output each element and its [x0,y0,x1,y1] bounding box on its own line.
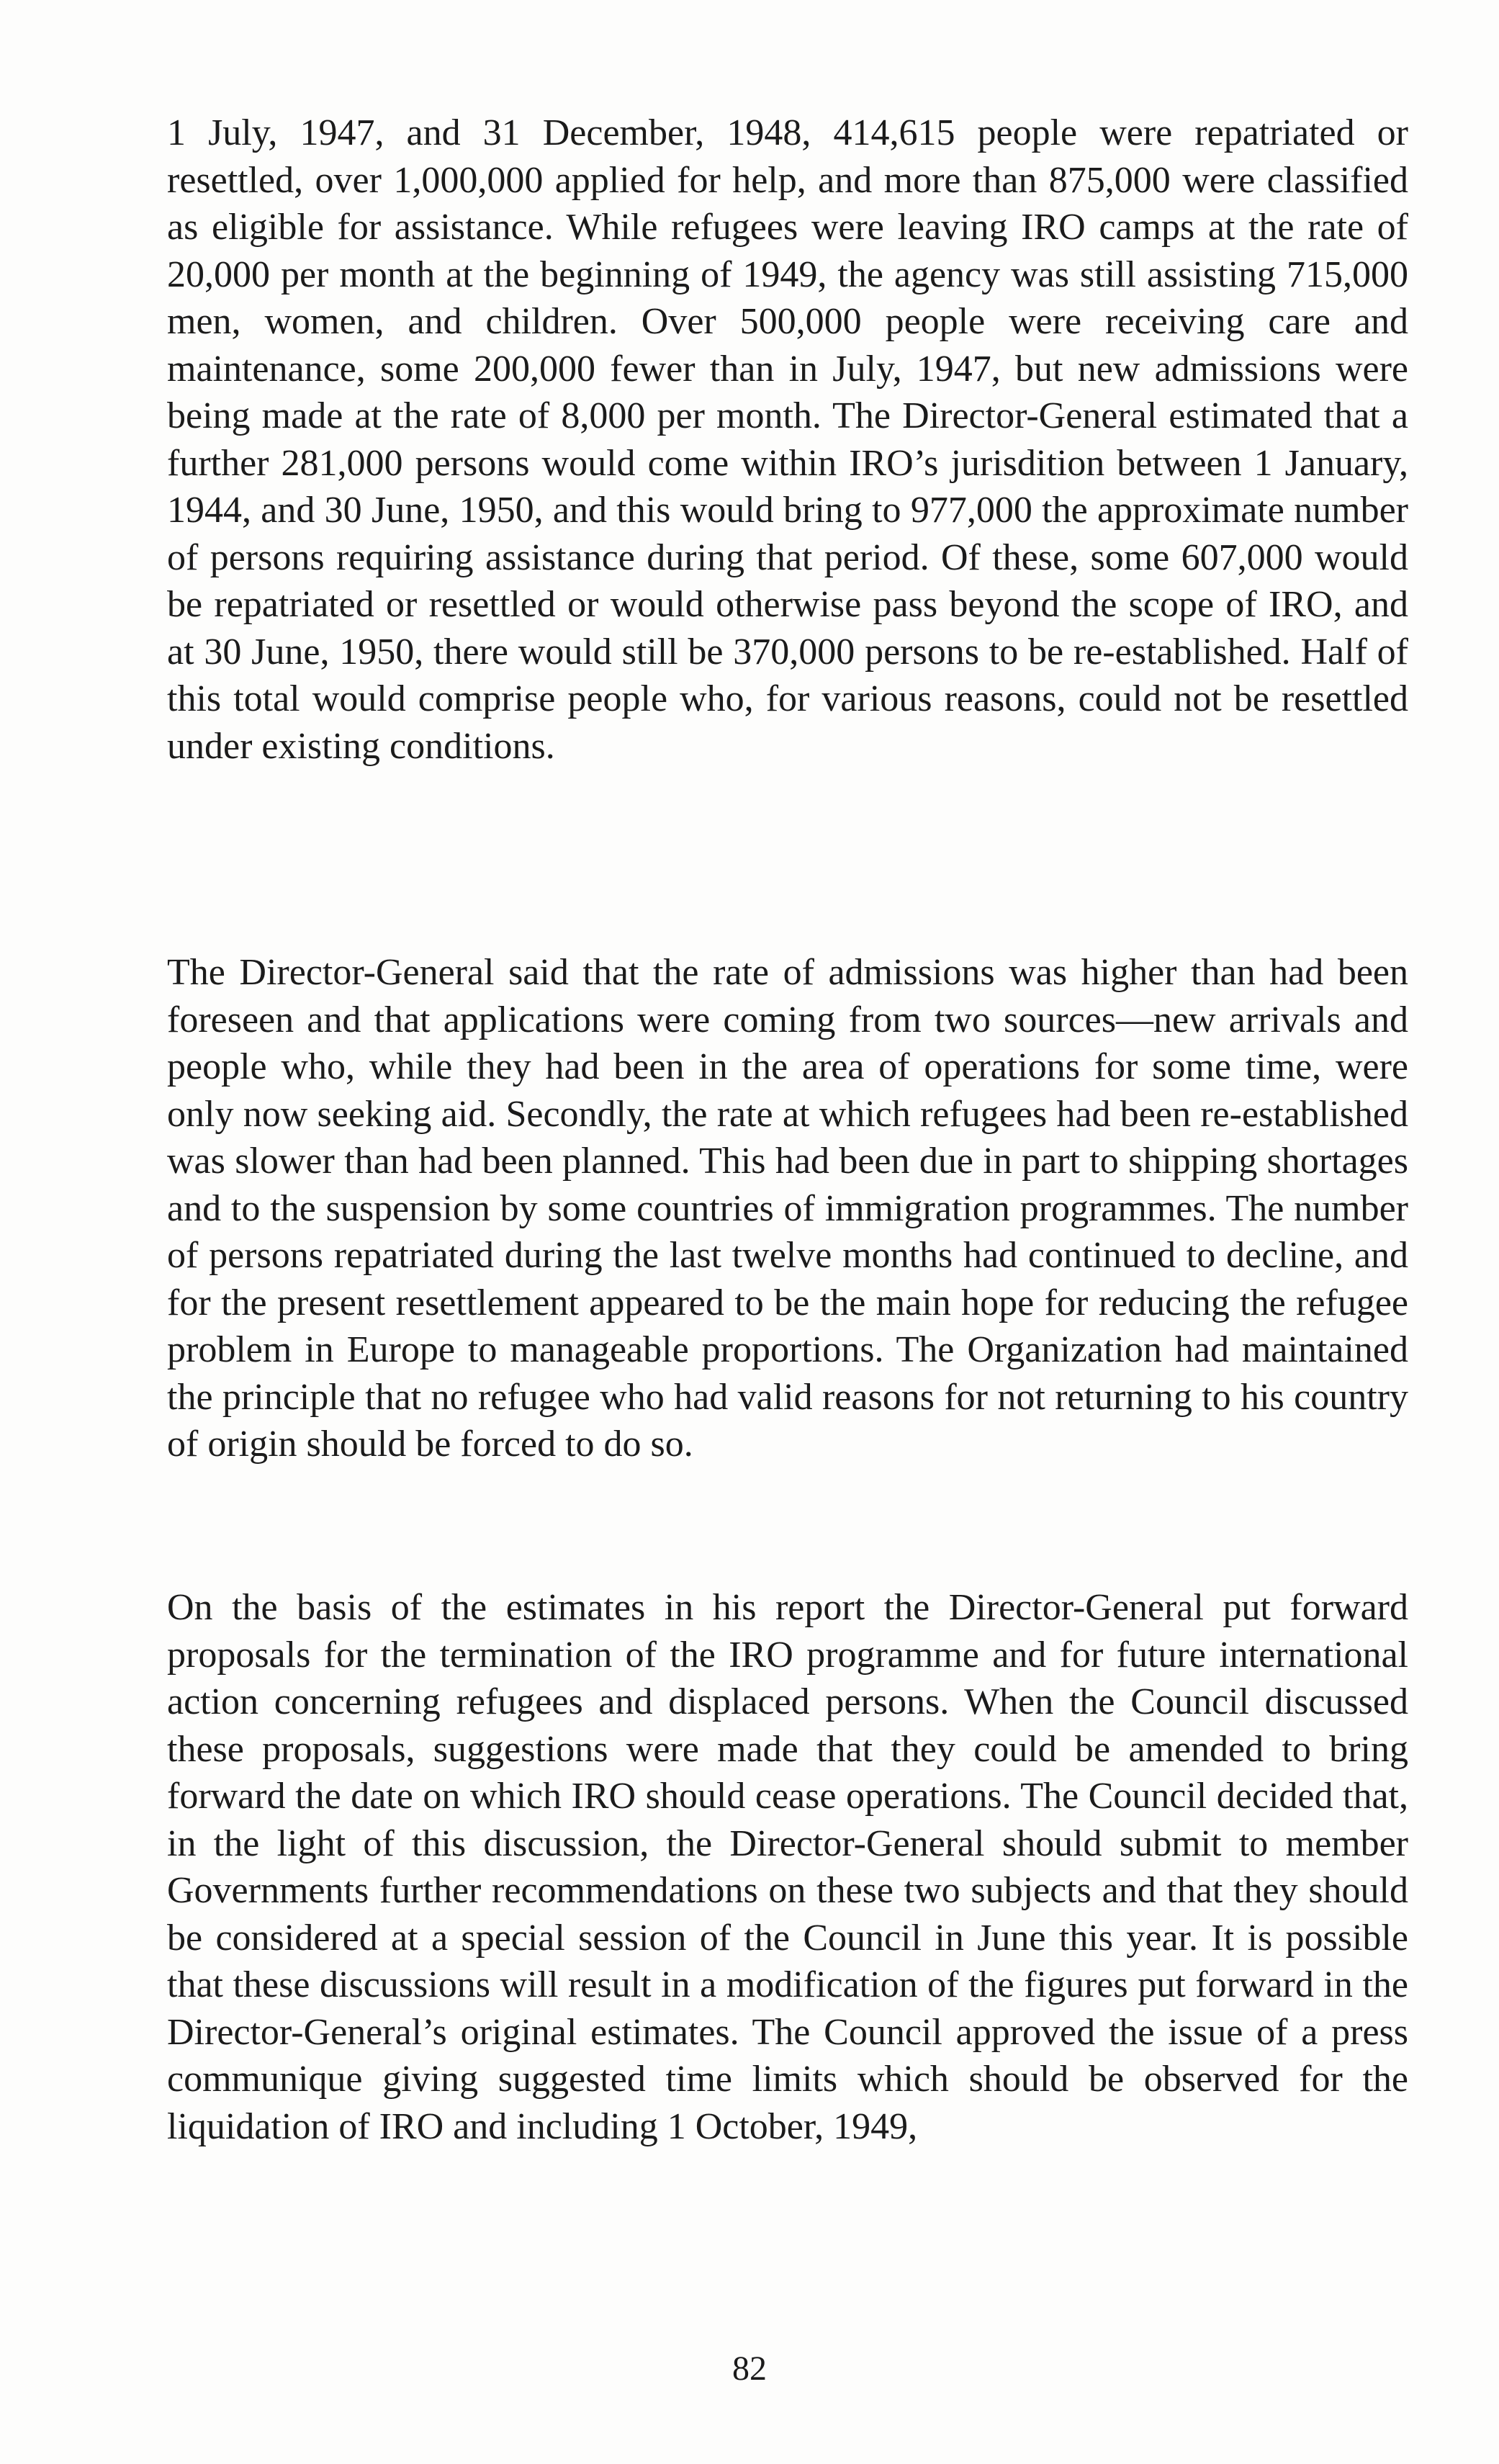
paragraph-text: 1 July, 1947, and 31 December, 1948, 414,615 people were repatriated or resettled, over 1,000,000 applied for help, and more than 875,000 were classified as eligible for assistance. While refugees were leaving IRO camps at the rate of 20,000 per month at the beginning of 1949, the agency was still assisting 715,000 men, women, and children. Over 500,000 people were receiving care and maintenance, some 200,000 fewer than in July, 1947, but new admissions were being made at the rate of 8,000 per month. The Director-General estimated that a further 281,000 persons would come within IRO’s jurisdition between 1 January, 1944, and 30 June, 1950, and this would bring to 977,000 the approximate number of persons requiring assistance during that period. Of these, some 607,000 would be repatriated or resettled or would otherwise pass beyond the scope of IRO, and at 30 June, 1950, there would still be 370,000 persons to be re-established. Half of this total would comprise people who, for various reasons, could not be resettled under existing conditions. [167,112,1408,767]
paragraph-1 [167,109,1408,770]
paragraph-text: The Director-General said that the rate of admissions was higher than had been foreseen and that applications were coming from two sources—new arrivals and people who, while they had been in the area of operations for some time, were only now seeking aid. Secondly, the rate at which refugees had been re-established was slower than had been planned. This had been due in part to shipping shortages and to the suspension by some countries of immigration programmes. The number of persons repatriated during the last twelve months had continued to decline, and for the present resettlement appeared to be the main hope for reducing the refugee problem in Europe to manageable proportions. The Organization had maintained the principle that no refugee who had valid reasons for not returning to his country of origin should be forced to do so. [167,952,1408,1465]
paragraph-3 [167,1584,1408,2150]
paragraph-2 [167,949,1408,1468]
paragraph-text: On the basis of the estimates in his report the Director-General put forward proposals for the termination of the IRO programme and for future international action concerning refugees and displaced persons. When the Council discussed these proposals, suggestions were made that they could be amended to bring forward the date on which IRO should cease operations. The Council decided that, in the light of this discussion, the Director-General should submit to member Governments further recommendations on these two subjects and that they should be considered at a special session of the Council in June this year. It is possible that these discussions will result in a modification of the figures put forward in the Director-General’s original estimates. The Council approved the issue of a press communique giving suggested time limits which should be observed for the liquidation of IRO and including 1 October, 1949, [167,1587,1408,2147]
page-number: 82 [732,2350,767,2388]
